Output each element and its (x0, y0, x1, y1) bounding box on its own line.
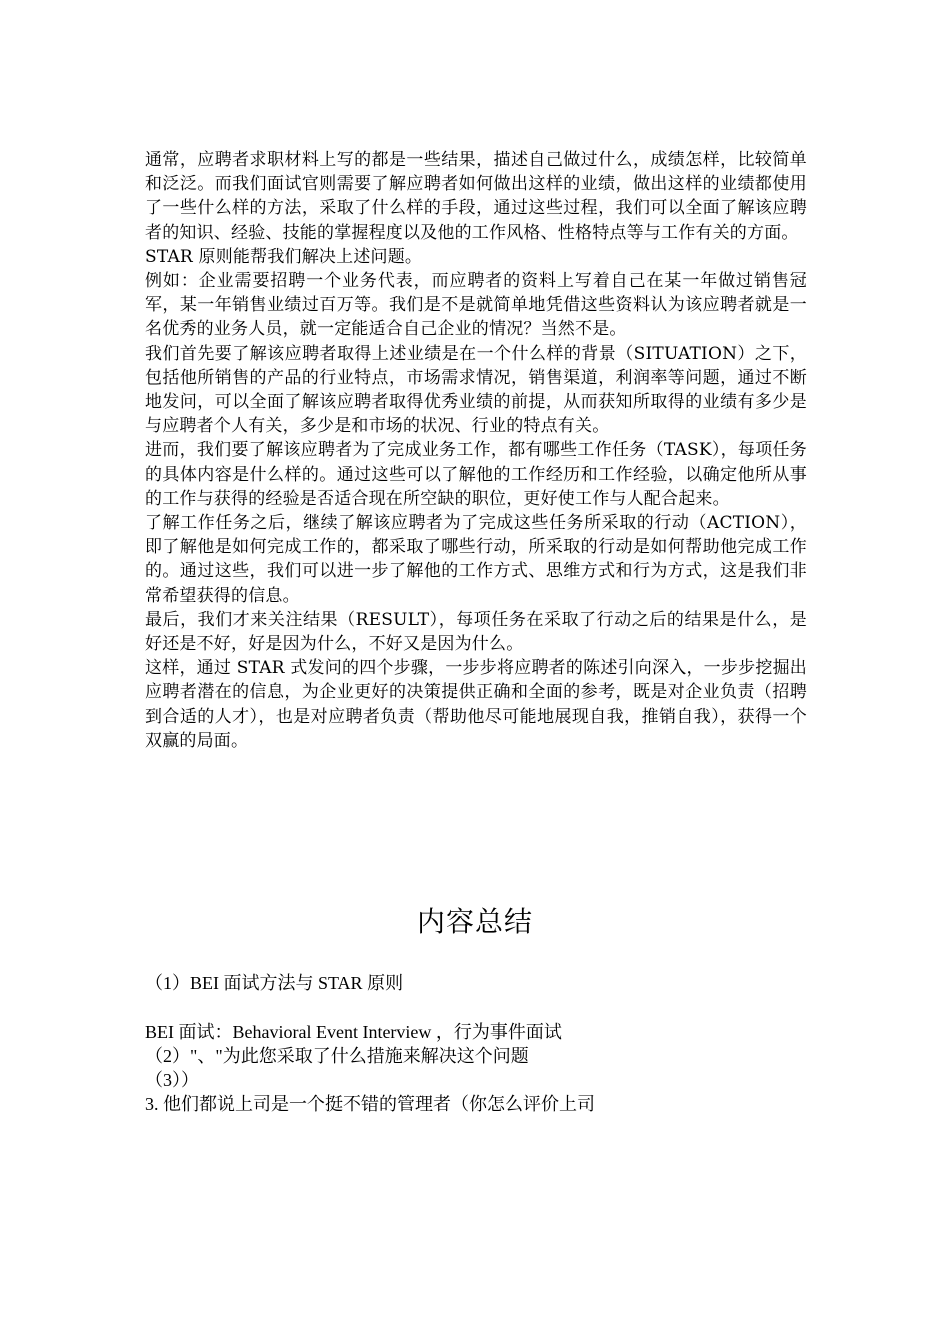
summary-line: （2）"、"为此您采取了什么措施来解决这个问题 (145, 1046, 529, 1066)
summary-lines (145, 1020, 825, 1116)
paragraph-task: 进而，我们要了解该应聘者为了完成业务工作，都有哪些工作任务（TASK），每项任务的具体内容是什么样的。通过这些可以了解他的工作经历和工作经验，以确定他所从事的工作与获得的经验是否适合现在所空缺的职位，更好使工作与人配合起来。 (145, 440, 807, 509)
summary-line: 3. 他们都说上司是一个挺不错的管理者（你怎么评价上司 (145, 1094, 595, 1114)
paragraph-action: 了解工作任务之后，继续了解该应聘者为了完成这些任务所采取的行动（ACTION），即了解他是如何完成工作的，都采取了哪些行动，所采取的行动是如何帮助他完成工作的。通过这些，我们可以进一步了解他的工作方式、思维方式和行为方式，这是我们非常希望获得的信息。 (145, 513, 807, 606)
paragraph-example: 例如：企业需要招聘一个业务代表，而应聘者的资料上写着自己在某一年做过销售冠军，某一年销售业绩过百万等。我们是不是就简单地凭借这些资料认为该应聘者就是一名优秀的业务人员，就一定能适合自己企业的情况？当然不是。 (145, 271, 807, 340)
paragraph-intro: 通常，应聘者求职材料上写的都是一些结果，描述自己做过什么，成绩怎样，比较简单和泛泛。而我们面试官则需要了解应聘者如何做出这样的业绩，做出这样的业绩都使用了一些什么样的方法，采取了什么样的手段，通过这些过程，我们可以全面了解该应聘者的知识、经验、技能的掌握程度以及他的工作风格、性格特点等与工作有关的方面。 (145, 150, 807, 243)
paragraph-conclusion: 这样，通过 STAR 式发问的四个步骤，一步步将应聘者的陈述引向深入，一步步挖掘出应聘者潜在的信息，为企业更好的决策提供正确和全面的参考，既是对企业负责（招聘到合适的人才），也是对应聘者负责（帮助他尽可能地展现自我，推销自我），获得一个双赢的局面。 (145, 658, 807, 751)
paragraph-situation: 我们首先要了解该应聘者取得上述业绩是在一个什么样的背景（SITUATION）之下，包括他所销售的产品的行业特点，市场需求情况，销售渠道，利润率等问题，通过不断地发问，可以全面了解该应聘者取得优秀业绩的前提，从而获知所取得的业绩有多少是与应聘者个人有关，多少是和市场的状况、行业的特点有关。 (145, 343, 807, 437)
summary-heading: （1）BEI 面试方法与 STAR 原则 (145, 973, 404, 993)
paragraph-result: 最后，我们才来关注结果（RESULT），每项任务在采取了行动之后的结果是什么，是好还是不好，好是因为什么，不好又是因为什么。 (145, 609, 807, 655)
summary-title: 内容总结 (416, 905, 533, 938)
body-text (145, 148, 807, 753)
summary-line: （3）） (145, 1070, 199, 1090)
summary-line: BEI 面试：Behavioral Event Interview ，行为事件面试 (145, 1022, 562, 1042)
paragraph-star-principle: STAR 原则能帮我们解决上述问题。 (145, 246, 423, 267)
